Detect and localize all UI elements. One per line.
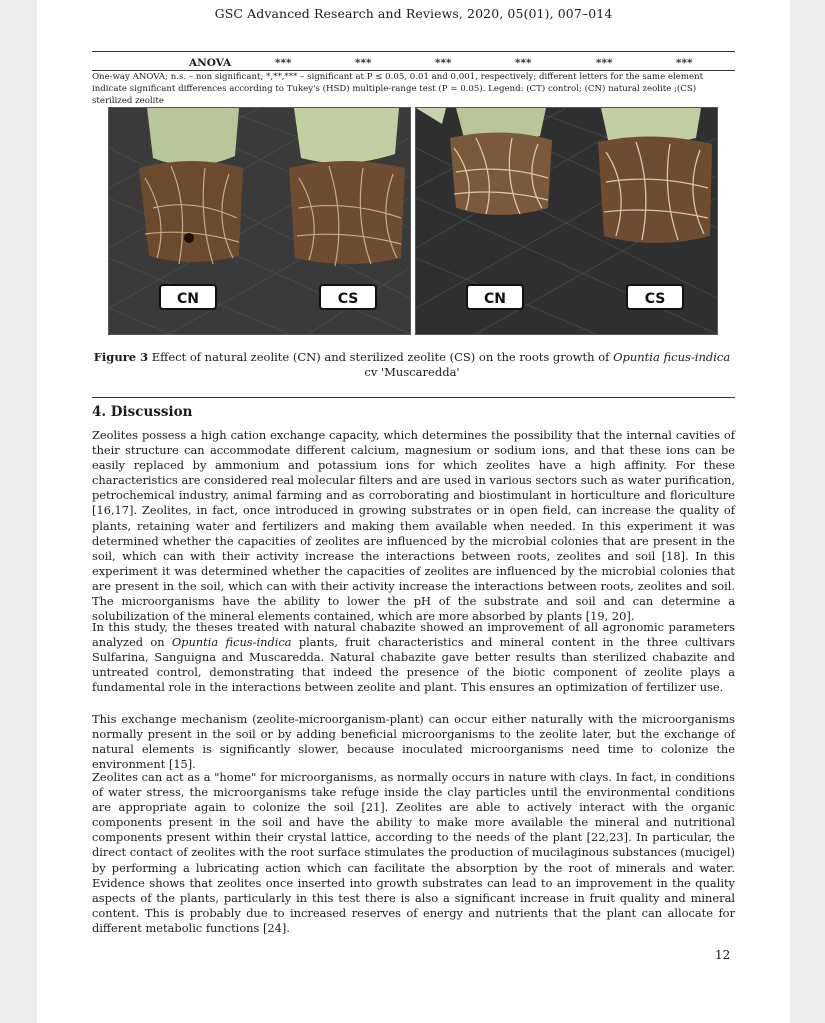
table-footnote: One-way ANOVA; n.s. – non significant; *,**,*** – significant at P ≤ 0.05, 0.01 and 0.001, respectively; different letters for the same element indicate significant differences according to Tukey's (HSD) multiple-range test (P = 0.05). Legend: (CT) control; (CN) natural zeolite ;(CS) sterilized zeolite: [92, 72, 704, 106]
panel-right-label-cn: CN: [466, 284, 524, 310]
figure-caption-label: Figure 3: [93, 350, 149, 364]
page-number: 12: [715, 948, 731, 962]
figure-caption-tail: cv 'Muscaredda': [364, 365, 460, 379]
paragraph-2: [92, 620, 735, 695]
figure-3: [108, 107, 718, 335]
panel-left-label-cs: CS: [319, 284, 377, 310]
paragraph-2-species: Opuntia ficus-indica: [171, 635, 292, 650]
panel-right-label-cs: CS: [626, 284, 684, 310]
running-head: GSC Advanced Research and Reviews, 2020, 05(01), 007–014: [214, 6, 613, 21]
section-heading: 4. Discussion: [92, 404, 193, 420]
anova-stars-5: ***: [596, 57, 613, 69]
figure-caption: [92, 350, 732, 380]
anova-stars-4: ***: [515, 57, 532, 69]
anova-stars-2: ***: [355, 57, 372, 69]
anova-stars-3: ***: [435, 57, 452, 69]
section-rule: [92, 397, 735, 398]
paragraph-4: Zeolites can act as a "home" for microorganisms, as normally occurs in nature with clays. In fact, in conditions of water stress, the microorganisms take refuge inside the clay particles until the environmental conditions are appropriate again to colonize the soil [21]. Zeolites are able to actively interact with the organic components present in the soil and have the ability to make more available the mineral and nutritional components present within their crystal lattice, according to the needs of the plant [22,23]. In particular, the direct contact of zeolites with the root surface stimulates the production of mucilaginous substances (mucigel) by performing a lubricating action which can facilitate the absorption by the root of minerals and water. Evidence shows that zeolites once inserted into growth substrates can lead to an improvement in the quality aspects of the plants, particularly in this test there is also a significant increase in fruit quality and mineral content. This is probably due to increased reserves of energy and nutrients that the plant can allocate for different metabolic functions [24].: [92, 770, 735, 935]
photo-panel-right: [415, 107, 718, 335]
anova-row: [94, 57, 734, 71]
paragraph-2-part-a: In this study, the theses treated with natural chabazite showed an improvement of all agronomic parameters analyzed on: [92, 620, 735, 650]
paragraph-2-part-b: plants, fruit characteristics and mineral content in the three cultivars Sulfarina, Sanguigna and Muscaredda. Natural chabazite gave better results than sterilized chabazite and untreated control, demonstrating that indeed the presence of the biotic component of zeolite plays a fundamental role in the interactions between zeolite and plant. This ensures an optimization of fertilizer use.: [92, 635, 735, 695]
paper-page: [37, 0, 790, 1023]
photo-panel-left: [108, 107, 411, 335]
paragraph-3: This exchange mechanism (zeolite-microorganism-plant) can occur either naturally with the microorganisms normally present in the soil or by adding beneficial microorganisms to the zeolite later, but the exchange of natural elements is significantly slower, because inoculated microorganisms need time to colonize the environment [15].: [92, 712, 735, 772]
table-top-rule: [92, 51, 735, 52]
panel-left-label-cn: CN: [159, 284, 217, 310]
anova-label: ANOVA: [189, 57, 232, 69]
figure-caption-text: Effect of natural zeolite (CN) and sterilized zeolite (CS) on the roots growth of: [148, 350, 614, 364]
figure-caption-species: Opuntia ficus-indica: [613, 350, 731, 364]
anova-stars-1: ***: [275, 57, 292, 69]
paragraph-1: Zeolites possess a high cation exchange capacity, which determines the possibility that the internal cavities of their structure can accommodate different calcium, magnesium or sodium ions, and that these ions can be easily replaced by ammonium and potassium ions for which zeolites have a high affinity. For these characteristics are considered real molecular filters and are used in various sectors such as water purification, petrochemical industry, animal farming and as corroborating and biostimulant in horticulture and floriculture [16,17]. Zeolites, in fact, once introduced in growing substrates or in open field, can increase the quality of plants, retaining water and fertilizers and making them available when needed. In this experiment it was determined whether the capacities of zeolites are influenced by the microbial colonies that are present in the soil, which can with their activity increase the interactions between roots, zeolites and soil [18]. In this experiment it was determined whether the capacities of zeolites are influenced by the microbial colonies that are present in the soil, which can with their activity increase the interactions between roots, zeolites and soil. The microorganisms have the ability to lower the pH of the substrate and soil and can determine a solubilization of the mineral elements contained, which are more absorbed by plants [19, 20].: [92, 428, 735, 624]
anova-stars-6: ***: [676, 57, 693, 69]
